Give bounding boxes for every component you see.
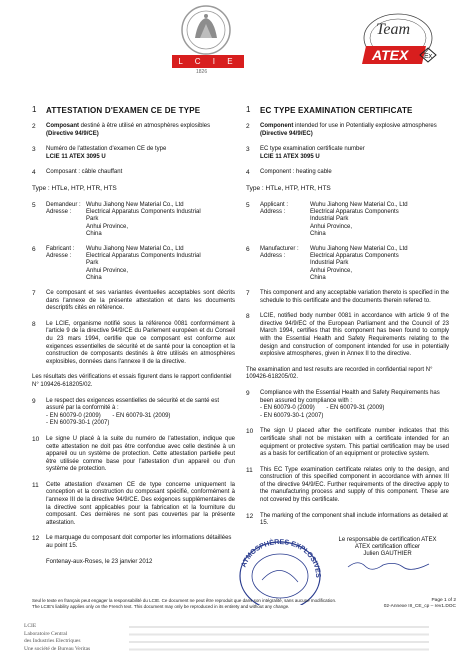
en-standard-2: - EN 60079-31 (2009) — [326, 405, 385, 412]
fr-directive: (Directive 94/9/CE) — [46, 130, 99, 137]
section-number: 7 — [246, 290, 250, 297]
en-applicant-name: Wuhu Jiahong New Material Co., Ltd — [310, 201, 408, 208]
page-info — [370, 598, 456, 610]
fr-results-text: Les résultats des vérifications et essais figurent dans le rapport confidentiel N° 109426-618205/02. — [32, 374, 232, 388]
en-component-desc: Component : heating cable — [260, 169, 332, 176]
fr-applicant-address: Electrical Apparatus Components Industrial Park Anhui Province, China — [86, 209, 201, 237]
fr-section-2 — [32, 123, 235, 138]
en-section-1 — [246, 106, 449, 115]
section-number: 4 — [32, 169, 36, 177]
fr-section-10-text: Le signe U placé à la suite du numéro de l'attestation, indique que cette attestation ne doit pas être confondue avec celle destinée à un appareil ou un système de protection. Cette attestation partielle peut être utilisée comme base pour l'attestation d'un appareil ou d'un système de protection. — [46, 435, 235, 473]
fr-section-10 — [32, 436, 235, 474]
fr-type-line: Type : HTLe, HTP, HTR, HTS — [32, 184, 117, 192]
fr-section-5 — [32, 202, 235, 238]
signature-title-fr: Le responsable de certification ATEX — [338, 537, 437, 543]
en-manufacturer-address: Electrical Apparatus Components Industrial Park Anhui Province, China — [310, 253, 399, 281]
en-section-7 — [246, 290, 449, 305]
en-section-6 — [246, 246, 449, 282]
atex-label: ATEX — [372, 47, 409, 63]
section-number: 7 — [32, 290, 36, 297]
section-number: 10 — [246, 428, 254, 436]
fr-section-12-text: Le marquage du composant doit comporter les informations détaillées au point 15. — [46, 535, 232, 550]
section-number: 11 — [32, 481, 39, 489]
section-number: 8 — [32, 320, 36, 328]
section-number: 1 — [246, 105, 251, 114]
en-section-10-text: The sign U placed after the certificate number indicates that this certificate shall not be mistaken with a certificate intended for an equipment or protective system. This partial certification may be used as a basis for certification of an equipment or protective system. — [260, 428, 449, 458]
svg-text:Ex: Ex — [424, 53, 433, 60]
section-number: 12 — [32, 535, 40, 543]
section-number: 8 — [246, 313, 250, 321]
en-section-12 — [246, 513, 449, 528]
page-number: Page 1 of 2 — [431, 598, 456, 603]
section-number: 9 — [246, 389, 250, 397]
form-reference: 02-Annexe III_CE_cp – rev1.DOC — [383, 604, 456, 609]
footer-faint-contact — [129, 623, 429, 653]
en-section-11 — [246, 467, 449, 505]
signature-title-en: ATEX certification officer — [354, 544, 421, 551]
fr-cert-label: Numéro de l'attestation d'examen CE de type — [46, 146, 167, 153]
atex-stamp-icon — [232, 530, 327, 605]
fr-section-8-text: Le LCIE, organisme notifié sous la référence 0081 conformément à l'article 9 de la directive 94/9/CE du Parlement européen et du Conseil du 23 mars 1994, certifie que ce composant est conforme aux exigences essentielles de sécurité et de santé pour la conception et la construction de composants destinés à être utilisés en atmosphères explosibles, données dans l'annexe II de la directive. — [46, 320, 235, 365]
section-number: 5 — [32, 201, 36, 209]
fr-section-7-text: Ce composant et ses variantes éventuelles acceptables sont décrits dans l'annexe de la présente attestation et dans les documents descriptifs cités en référence. — [46, 290, 235, 312]
en-applicant-label: Applicant : — [260, 201, 289, 208]
fr-applicant-label: Demandeur : — [46, 201, 81, 208]
en-section-8 — [246, 313, 449, 359]
fr-section-4 — [32, 169, 235, 177]
section-number: 12 — [246, 512, 254, 520]
handwritten-signature-icon — [343, 559, 433, 571]
signature-name: Julien GAUTHIER — [363, 551, 412, 558]
footnote-en: The LCIE's liability applies only on the French text. This document may only be reproduced in its entirety and without any change. — [32, 603, 290, 609]
fr-component-desc: Composant : câble chauffant — [46, 169, 123, 176]
en-directive: (Directive 94/9/EC) — [260, 130, 313, 137]
en-section-10 — [246, 428, 449, 458]
fr-manufacturer-name: Wuhu Jiahong New Material Co., Ltd — [86, 245, 184, 252]
fr-section-6 — [32, 246, 235, 282]
fr-section-9 — [32, 398, 235, 428]
section-number: 6 — [32, 245, 36, 253]
en-section-5 — [246, 202, 449, 238]
en-title: EC TYPE EXAMINATION CERTIFICATE — [260, 106, 413, 115]
fr-component-label: Composant — [46, 123, 79, 129]
lcie-label: L C I E — [172, 55, 244, 68]
en-address-label: Address : — [260, 253, 286, 260]
footer — [24, 623, 444, 652]
team-atex-logo-icon — [352, 12, 438, 76]
fr-section-7 — [32, 290, 235, 313]
en-component-label: Component — [260, 123, 294, 129]
en-cert-number: LCIE 11 ATEX 3095 U — [260, 153, 320, 160]
en-standard-1: - EN 60079-0 (2009) — [260, 405, 315, 412]
section-number: 10 — [32, 435, 40, 443]
en-section-9-text: Compliance with the Essential Health and Safety Requirements has been assured by compliance with : — [260, 389, 440, 404]
footer-company: LCIE Laboratoire Central des Industries Electriques Une société de Bureau Veritas — [24, 623, 91, 652]
signature-block — [315, 537, 460, 574]
fr-title: ATTESTATION D'EXAMEN CE DE TYPE — [46, 106, 201, 115]
section-number: 1 — [32, 105, 37, 114]
fr-address-label: Adresse : — [46, 253, 72, 260]
fr-place-date: Fontenay-aux-Roses, le 23 janvier 2012 — [46, 558, 153, 565]
footnote — [32, 598, 377, 609]
en-manufacturer-name: Wuhu Jiahong New Material Co., Ltd — [310, 245, 408, 252]
en-component-text: intended for use in Potentially explosive atmospheres — [293, 123, 437, 129]
en-section-2 — [246, 123, 449, 138]
fr-section-11 — [32, 482, 235, 528]
en-manufacturer-label: Manufacturer : — [260, 245, 299, 252]
en-applicant-address: Electrical Apparatus Components Industrial Park Anhui Province, China — [310, 209, 399, 237]
en-section-4 — [246, 169, 449, 177]
fr-address-label: Adresse : — [46, 209, 72, 216]
fr-section-12 — [32, 535, 235, 550]
footnote-fr: Seul le texte en français peut engager la responsabilité du LCIE. Ce document ne peut être reproduit que dans son intégralité, sans aucune modification. — [32, 598, 337, 603]
fr-standard-1: - EN 60079-0 (2009) — [46, 412, 101, 419]
fr-section-1 — [32, 106, 235, 115]
section-number: 3 — [32, 146, 36, 154]
section-number: 9 — [32, 397, 36, 405]
fr-standard-3: - EN 60079-30-1 (2007) — [46, 420, 110, 427]
en-section-3 — [246, 146, 449, 161]
fr-manufacturer-address: Electrical Apparatus Components Industrial Park Anhui Province, China — [86, 253, 201, 281]
french-column — [32, 106, 235, 565]
en-address-label: Address : — [260, 209, 286, 216]
lcie-year: 1826 — [196, 69, 208, 75]
fr-component-text: destiné à être utilisé en atmosphères explosibles — [79, 123, 211, 129]
section-number: 5 — [246, 201, 250, 209]
bureau-veritas-seal-icon — [178, 4, 234, 56]
en-results-text: The examination and test results are recorded in confidential report N° 109426-618205/02. — [246, 366, 433, 381]
section-number: 6 — [246, 245, 250, 253]
en-type-line: Type : HTLe, HTP, HTR, HTS — [246, 184, 331, 192]
fr-cert-number: LCIE 11 ATEX 3095 U — [46, 153, 106, 160]
section-number: 3 — [246, 146, 250, 154]
fr-manufacturer-label: Fabricant : — [46, 245, 75, 252]
section-number: 2 — [32, 123, 36, 130]
en-section-11-text: This EC Type examination certificate relates only to the design, and construction of this specified component in accordance with annex III of the directive 94/9/EC. Further requirements of the directive apply to the manufacturing process and supply of this component. These are not covered by this certificate. — [260, 466, 449, 504]
en-cert-label: EC type examination certificate number — [260, 146, 365, 153]
fr-section-8 — [32, 321, 235, 367]
section-number: 11 — [246, 466, 253, 474]
fr-section-11-text: Cette attestation d'examen CE de type concerne uniquement la conception et la construction du composant spécifié, conformément à l'annexe III de la directive 94/9/CE. Des exigences supplémentaires de la directive sont applicables pour la fabrication et la fourniture du composant. Ces dernières ne sont pas couvertes par la présente attestation. — [46, 481, 235, 526]
fr-section-3 — [32, 146, 235, 161]
fr-standard-2: - EN 60079-31 (2009) — [112, 412, 171, 419]
section-number: 4 — [246, 169, 250, 177]
en-standard-3: - EN 60079-30-1 (2007) — [260, 412, 324, 419]
fr-section-9-text: Le respect des exigences essentielles de sécurité et de santé est assuré par la conformité à : — [46, 397, 220, 412]
section-number: 2 — [246, 123, 250, 130]
en-section-8-text: LCIE, notified body number 0081 in accordance with article 9 of the directive 94/9/EC of the European Parliament and the Council of 23 March 1994, certifies that this component has been found to comply with the Essential Health and Safety Requirements relating to the design and construction of component intended for use in potentially explosive atmospheres, given in Annex II to the directive. — [260, 313, 449, 358]
en-section-12-text: The marking of the component shall include informations as detailed at 15. — [260, 512, 448, 527]
fr-applicant-name: Wuhu Jiahong New Material Co., Ltd — [86, 201, 184, 208]
english-column — [246, 106, 449, 536]
atex-team-text: Team — [376, 21, 411, 38]
en-section-7-text: This component and any acceptable variation thereto is specified in the schedule to this certificate and the documents therein refered to. — [260, 290, 449, 304]
stamp-text: ATMOSPHÈRES EXPLOSIVES — [240, 538, 322, 578]
en-section-9 — [246, 390, 449, 420]
